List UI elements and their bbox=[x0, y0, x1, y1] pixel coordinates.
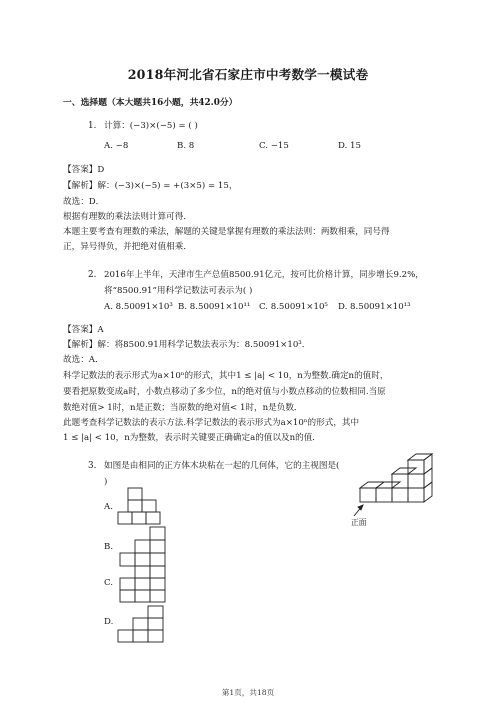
q2-choice: 故选：A． bbox=[63, 355, 104, 365]
q2-stem-2: 将“8500.91”用科学记数法可表示为( ) bbox=[104, 286, 253, 296]
q3-stem-1: 如图是由相同的正方体木块粘在一起的几何体，它的主视图是( bbox=[104, 461, 340, 471]
q2-explain-2: 要看把原数变成a时，小数点移动了多少位，n的绝对值与小数点移动的位数相同.当原 bbox=[63, 387, 386, 397]
q3-option-b-figure bbox=[118, 527, 178, 567]
q2-analysis: 【解析】解：将8500.91用科学记数法表示为：8.50091×10³． bbox=[63, 340, 311, 350]
q2-number: 2. bbox=[88, 270, 97, 280]
q1-answer: 【答案】D bbox=[63, 165, 105, 175]
q2-explain-1: 科学记数法的表示形式为a×10ⁿ的形式，其中1 ≤ |a| < 10，n为整数.确定n的值时， bbox=[63, 371, 389, 381]
q2-explain-4: 此题考查科学记数法的表示方法.科学记数法的表示形式为a×10ⁿ的形式，其中 bbox=[63, 418, 360, 428]
q1-analysis: 【解析】解：(−3)×(−5) = +(3×5) = 15， bbox=[63, 181, 238, 191]
q1-explain-1: 根据有理数的乘法法则计算可得． bbox=[63, 212, 192, 222]
q2-option-c: C. 8.50091×10⁵ bbox=[259, 302, 328, 312]
q1-stem: 计算：(−3)×(−5) = ( ) bbox=[104, 121, 198, 131]
q1-option-b: B. 8 bbox=[177, 141, 195, 151]
q2-explain-3: 数绝对值> 1时，n是正数；当原数的绝对值< 1时，n是负数． bbox=[63, 403, 303, 413]
q3-option-b: B. bbox=[104, 542, 114, 552]
q3-option-d: D. bbox=[104, 617, 114, 627]
q3-option-a: A. bbox=[104, 502, 113, 512]
q3-option-d-figure bbox=[118, 606, 178, 642]
q2-answer: 【答案】A bbox=[63, 325, 104, 335]
q3-number: 3. bbox=[88, 461, 97, 471]
front-view-label: 正面 bbox=[351, 518, 367, 527]
q1-option-a: A. −8 bbox=[104, 141, 129, 151]
q3-option-c-figure bbox=[118, 566, 178, 602]
q1-option-d: D. 15 bbox=[338, 141, 361, 151]
q2-stem-1: 2016年上半年，天津市生产总值8500.91亿元，按可比价格计算，同步增长9.2%， bbox=[104, 270, 424, 280]
page-title: 2018年河北省石家庄市中考数学一模试卷 bbox=[127, 67, 369, 82]
q2-option-a: A. 8.50091×10³ bbox=[104, 302, 173, 312]
q1-choice: 故选：D． bbox=[63, 197, 105, 207]
q2-option-b: B. 8.50091×10¹¹ bbox=[178, 302, 251, 312]
q1-explain-2: 本题主要考查有理数的乘法，解题的关键是掌握有理数的乘法法则：两数相乘，同号得 bbox=[63, 227, 390, 237]
q2-option-d: D. 8.50091×10¹³ bbox=[338, 302, 411, 312]
q1-option-c: C. −15 bbox=[259, 141, 289, 151]
q2-explain-5: 1 ≤ |a| < 10，n为整数，表示时关键要正确确定a的值以及n的值． bbox=[63, 433, 321, 443]
q3-stem-2: ) bbox=[104, 477, 108, 487]
q3-option-a-figure bbox=[118, 488, 174, 524]
q1-number: 1. bbox=[88, 121, 97, 131]
q3-option-c: C. bbox=[104, 578, 114, 588]
section-heading: 一、选择题（本大题共16小题，共42.0分） bbox=[63, 98, 238, 108]
q1-explain-3: 正，异号得负，并把绝对值相乘． bbox=[63, 242, 192, 252]
page-footer: 第1页，共18页 bbox=[221, 688, 275, 697]
